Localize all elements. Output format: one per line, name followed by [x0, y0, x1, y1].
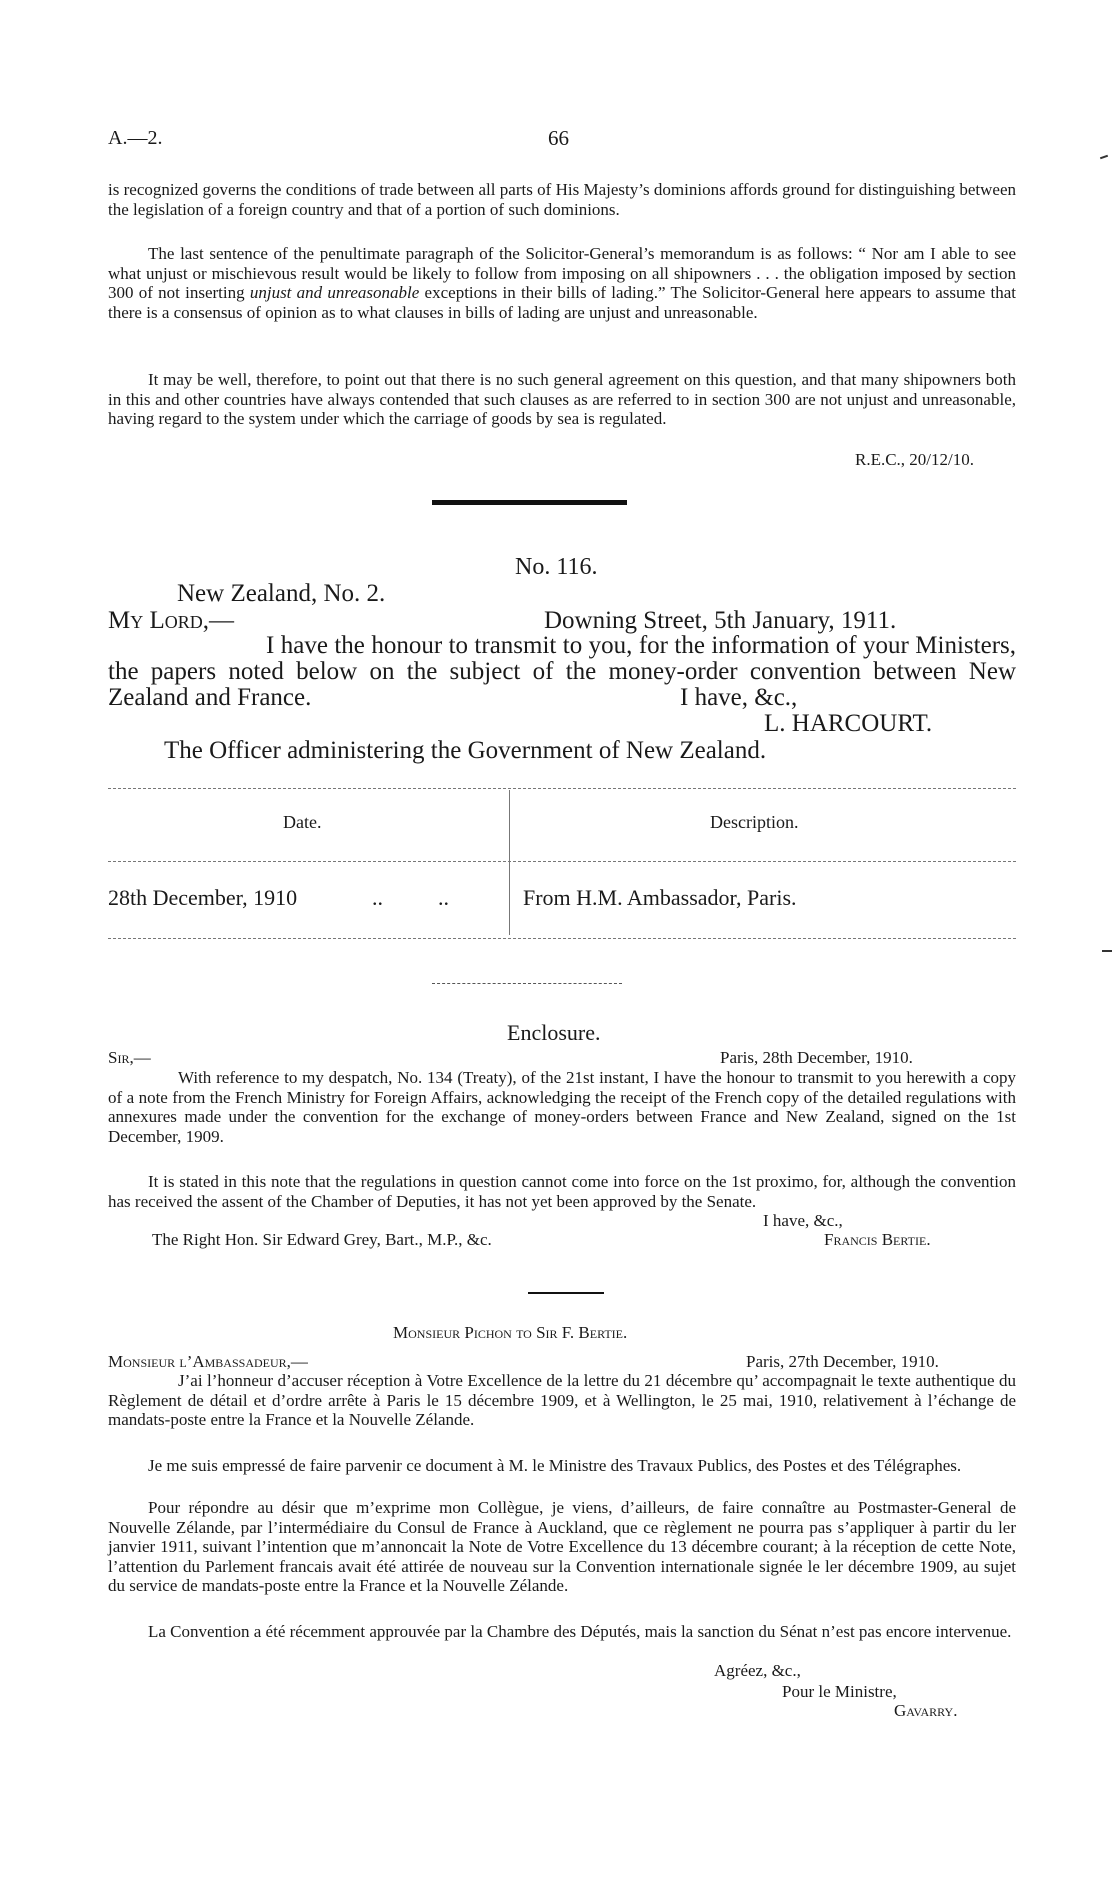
- despatch-addressee: The Officer administering the Government of New Zealand.: [164, 737, 767, 764]
- section-divider: [432, 500, 627, 505]
- memo-paragraph-2: [108, 244, 1016, 322]
- enclosure-place-date: Paris, 28th December, 1910.: [720, 1048, 913, 1067]
- enclosure-paragraph-1: With reference to my despatch, No. 134 (Treaty), of the 21st instant, I have the honour to transmit to you herewith a copy of a note from the French Ministry for Foreign Affairs, acknowledging the receipt of the French copy of the detailed regulations with annexures made under the convention for the exchange of money-orders between France and New Zealand, signed on the 1st December, 1909.: [108, 1068, 1016, 1146]
- memo-paragraph-3: It may be well, therefore, to point out that there is no such general agreement on this question, and that many shipowners both in this and other countries have always contended that such clauses as are referred to in section 300 are not unjust and unreasonable, having regard to the system under which the carriage of goods by sea is regulated.: [108, 370, 1016, 428]
- sub-enclosure-paragraph-2: Je me suis empressé de faire parvenir ce document à M. le Ministre des Travaux Publics, des Postes et des Télégraphes.: [148, 1456, 962, 1475]
- section-reference: A.—2.: [108, 127, 163, 149]
- memo-paragraph-2-text-a: The last sentence of the penultimate paragraph of the Solicitor-General’s memorandum is as follows: “ Nor am I able to see what unjust or mischievous result would be likely to follow from imposing on all shipowners . . . the obligation imposed by section 300 of not inserting: [108, 244, 1016, 302]
- despatch-closing: I have, &c.,: [680, 684, 798, 711]
- despatch-colony: New Zealand, No. 2.: [177, 580, 386, 607]
- scan-mark: [1100, 155, 1108, 160]
- sub-enclosure-title: Monsieur Pichon to Sir F. Bertie.: [393, 1323, 628, 1342]
- despatch-number: No. 116.: [515, 554, 598, 580]
- sub-enclosure-paragraph-4: La Convention a été récemment approuvée par la Chambre des Députés, mais la sanction du Sénat n’est pas encore intervenue.: [148, 1622, 1012, 1641]
- table-end-divider: [432, 983, 622, 984]
- scan-mark: [1102, 950, 1112, 952]
- enclosure-title: Enclosure.: [507, 1020, 601, 1045]
- sub-enclosure-closing: Agréez, &c.,: [714, 1661, 801, 1680]
- sub-enclosure-signature: Gavarry.: [894, 1701, 958, 1720]
- table-cell-description: From H.M. Ambassador, Paris.: [523, 885, 797, 910]
- sub-enclosure-paragraph-1: J’ai l’honneur d’accuser réception à Votre Excellence de la lettre du 21 décembre qu’ accompagnait le texte authentique du Règlement de détail et d’ordre arrête à Paris le 15 décembre 1909, et à Wellington, le 25 mai, 1910, relativement à l’échange de mandats-poste entre la France et la Nouvelle Zélande.: [108, 1371, 1016, 1429]
- enclosure-signature: Francis Bertie.: [824, 1230, 931, 1249]
- sub-enclosure-place-date: Paris, 27th December, 1910.: [746, 1352, 939, 1371]
- page-number: 66: [548, 126, 569, 150]
- memo-initials: R.E.C., 20/12/10.: [854, 450, 974, 469]
- table-header-description: Description.: [710, 812, 799, 832]
- sub-enclosure-closing-2: Pour le Ministre,: [782, 1682, 897, 1701]
- table-top-rule: [108, 788, 1016, 789]
- table-bottom-rule: [108, 938, 1016, 939]
- enclosure-closing: I have, &c.,: [763, 1211, 843, 1230]
- table-column-divider: [509, 790, 510, 935]
- table-header-rule: [108, 861, 1016, 862]
- table-header-date: Date.: [283, 812, 322, 832]
- despatch-body: I have the honour to transmit to you, for the information of your Ministers, the papers noted below on the subject of the money-order convention between New Zealand and France.: [108, 632, 1016, 711]
- despatch-place-date: Downing Street, 5th January, 1911.: [544, 607, 897, 634]
- memo-paragraph-2-italic: unjust and unreasonable: [249, 283, 420, 302]
- despatch-salutation: My Lord,—: [108, 607, 235, 634]
- sub-enclosure-salutation: Monsieur l’Ambassadeur,—: [108, 1352, 308, 1371]
- enclosure-divider: [528, 1292, 604, 1294]
- memo-paragraph-2-text-b: exceptions in their bills of lading.” The Solicitor-General here appears to assume that there is a consensus of opinion as to what clauses in bills of lading are unjust and unreasonable.: [108, 283, 1016, 322]
- sub-enclosure-paragraph-3: Pour répondre au désir que m’exprime mon Collègue, je viens, d’ailleurs, de faire connaître au Postmaster-General de Nouvelle Zélande, par l’intermédiaire du Consul de France à Auckland, que ce règlement ne pourra pas s’appliquer à partir du ler janvier 1911, suivant l’intention que m’annoncait la Note de Votre Excellence du 13 décembre courant; à la réception de cette Note, l’attention du Parlement francais avait été attirée de nouveau sur la Convention internationale signée le ler décembre 1909, au sujet du service de mandats-poste entre la France et la Nouvelle Zélande.: [108, 1498, 1016, 1595]
- enclosure-addressee: The Right Hon. Sir Edward Grey, Bart., M.P., &c.: [152, 1230, 492, 1249]
- table-cell-date: 28th December, 1910: [108, 885, 298, 910]
- despatch-signature: L. HARCOURT.: [764, 710, 933, 737]
- table-cell-leaders: .. ..: [372, 885, 449, 910]
- memo-paragraph-1: is recognized governs the conditions of trade between all parts of His Majesty’s dominions affords ground for distinguishing between the legislation of a foreign country and that of a portion of such dominions.: [108, 180, 1016, 219]
- enclosure-salutation: Sir,—: [108, 1048, 151, 1067]
- enclosure-paragraph-2: It is stated in this note that the regulations in question cannot come into force on the 1st proximo, for, although the convention has received the assent of the Chamber of Deputies, it has not yet been approved by the Senate.: [108, 1172, 1016, 1211]
